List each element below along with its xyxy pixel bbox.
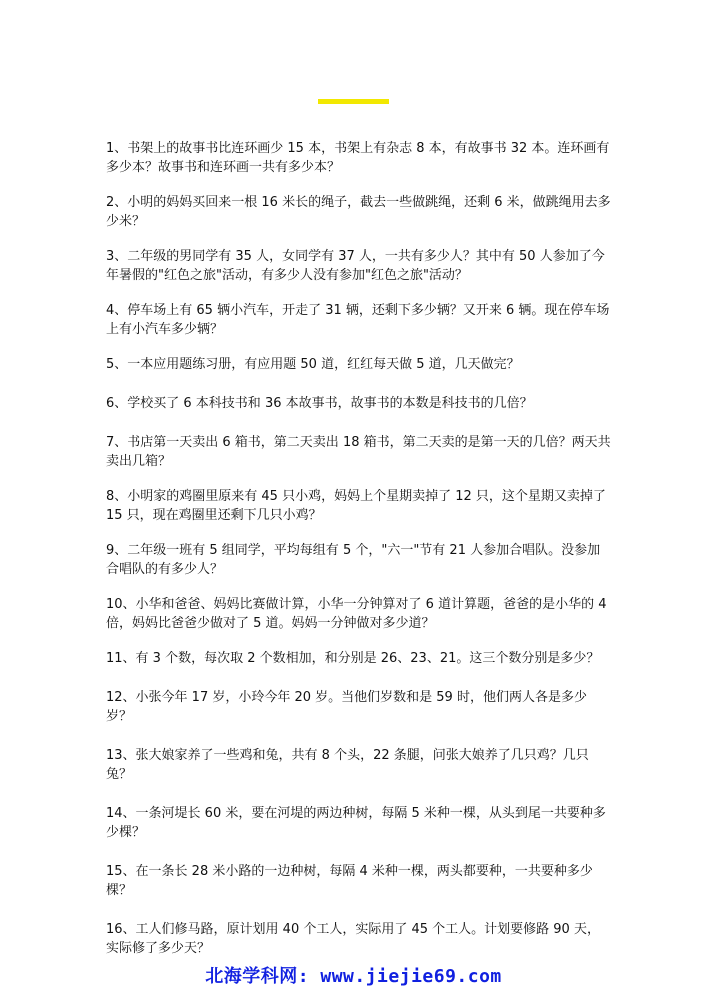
question-item: 13、张大娘家养了一些鸡和兔，共有 8 个头，22 条腿，问张大娘养了几只鸡？几只兔？	[106, 748, 589, 782]
question-item: 7、书店第一天卖出 6 箱书，第二天卖出 18 箱书，第二天卖的是第一天的几倍？两天共卖出几箱？	[106, 435, 611, 469]
question-item: 12、小张今年 17 岁，小玲今年 20 岁。当他们岁数和是 59 时，他们两人各是多少岁？	[106, 690, 587, 724]
question-item: 8、小明家的鸡圈里原来有 45 只小鸡，妈妈上个星期卖掉了 12 只，这个星期又卖掉了 15 只，现在鸡圈里还剩下几只小鸡？	[106, 489, 606, 523]
title-bar	[318, 99, 389, 104]
question-item: 15、在一条长 28 米小路的一边种树，每隔 4 米种一棵，两头都要种，一共要种多少棵？	[106, 864, 593, 898]
question-list	[106, 139, 611, 958]
question-item: 6、学校买了 6 本科技书和 36 本故事书，故事书的本数是科技书的几倍？	[106, 396, 533, 411]
question-item: 14、一条河堤长 60 米，要在河堤的两边种树，每隔 5 米种一棵，从头到尾一共要种多少棵？	[106, 806, 606, 840]
question-item: 16、工人们修马路，原计划用 40 个工人，实际用了 45 个工人。计划要修路 90 天，实际修了多少天？	[106, 922, 600, 956]
question-item: 10、小华和爸爸、妈妈比赛做计算，小华一分钟算对了 6 道计算题，爸爸的是小华的 4 倍，妈妈比爸爸少做对了 5 道。妈妈一分钟做对多少道？	[106, 597, 607, 631]
question-item: 1、书架上的故事书比连环画少 15 本，书架上有杂志 8 本，有故事书 32 本。连环画有多少本？故事书和连环画一共有多少本？	[106, 141, 610, 175]
question-item: 5、一本应用题练习册，有应用题 50 道，红红每天做 5 道，几天做完？	[106, 357, 520, 372]
question-item: 9、二年级一班有 5 组同学，平均每组有 5 个，"六一"节有 21 人参加合唱队。没参加合唱队的有多少人？	[106, 543, 601, 577]
question-item: 2、小明的妈妈买回来一根 16 米长的绳子，截去一些做跳绳，还剩 6 米，做跳绳用去多少米？	[106, 195, 611, 229]
question-item: 3、二年级的男同学有 35 人，女同学有 37 人，一共有多少人？其中有 50 人参加了今年暑假的"红色之旅"活动，有多少人没有参加"红色之旅"活动？	[106, 249, 605, 283]
question-item: 11、有 3 个数，每次取 2 个数相加，和分别是 26、23、21。这三个数分别是多少？	[106, 651, 600, 666]
question-item: 4、停车场上有 65 辆小汽车，开走了 31 辆，还剩下多少辆？又开来 6 辆。现在停车场上有小汽车多少辆？	[106, 303, 610, 337]
footer-source-link: 北海学科网: www.jiejie69.com	[205, 966, 502, 987]
